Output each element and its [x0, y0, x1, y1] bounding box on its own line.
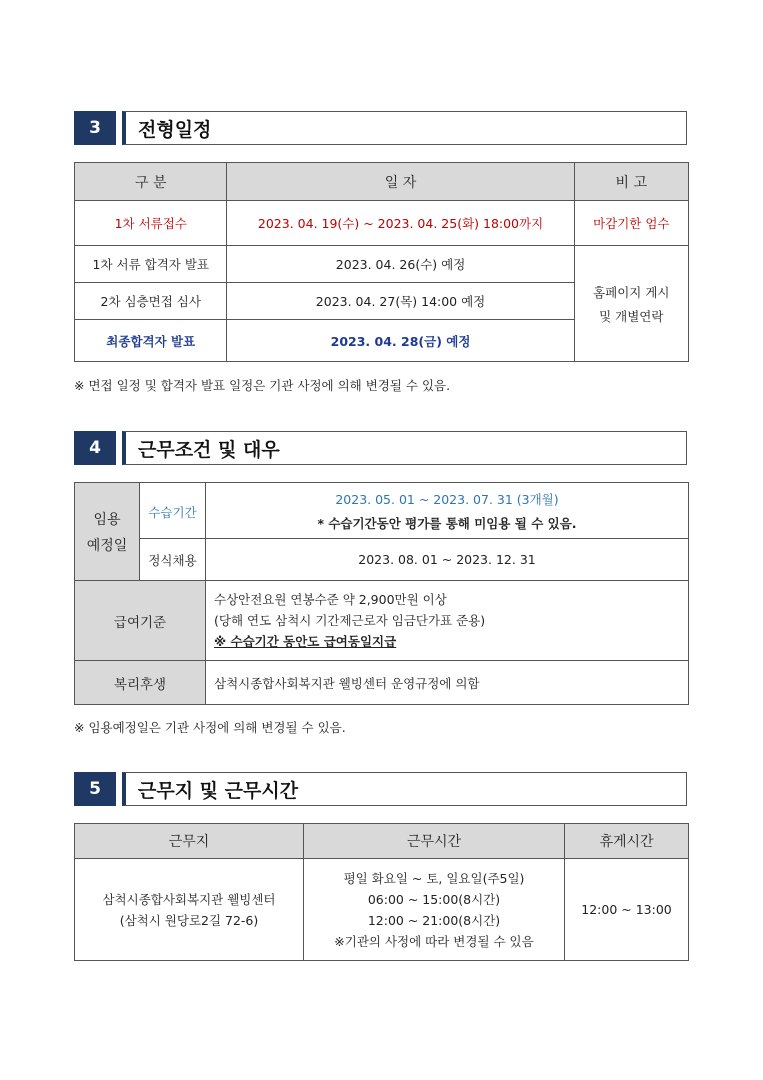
row-date: 2023. 04. 27(목) 14:00 예정 — [227, 283, 574, 320]
hours-line: 12:00 ~ 21:00(8시간) — [367, 912, 501, 928]
hours-cell — [304, 859, 565, 961]
row-date: 2023. 04. 19(수) ~ 2023. 04. 25(화) 18:00까지 — [227, 201, 574, 246]
row-note: 마감기한 엄수 — [574, 201, 688, 246]
welfare-label: 복리후생 — [75, 661, 206, 705]
section-number: 5 — [74, 772, 116, 806]
probation-date: 2023. 05. 01 ~ 2023. 07. 31 (3개월) — [335, 491, 559, 507]
welfare-text: 삼척시종합사회복지관 웰빙센터 운영규정에 의함 — [206, 661, 689, 705]
section-number: 4 — [74, 431, 116, 465]
row-label: 2차 심층면접 심사 — [75, 283, 227, 320]
table-row — [75, 246, 689, 283]
salary-label: 급여기준 — [75, 581, 206, 661]
footnote: ※ 면접 일정 및 합격자 발표 일정은 기관 사정에 의해 변경될 수 있음. — [74, 378, 451, 393]
table-row — [75, 201, 689, 246]
regular-date: 2023. 08. 01 ~ 2023. 12. 31 — [206, 539, 689, 581]
conditions-table — [74, 482, 689, 705]
regular-label: 정식채용 — [140, 539, 206, 581]
header-note: 비 고 — [574, 163, 688, 201]
salary-line: (당해 연도 삼척시 기간제근로자 임금단가표 준용) — [214, 613, 486, 628]
row-label: 최종합격자 발표 — [75, 320, 227, 362]
header-hours: 근무시간 — [304, 824, 565, 859]
salary-line: 수상안전요원 연봉수준 약 2,900만원 이상 — [214, 592, 447, 607]
row-date: 2023. 04. 28(금) 예정 — [227, 320, 574, 362]
hours-line: 06:00 ~ 15:00(8시간) — [367, 891, 501, 907]
section-4-header — [74, 431, 687, 465]
hours-line: 평일 화요일 ~ 토, 일요일(주5일) — [343, 870, 525, 886]
header-category: 구 분 — [75, 163, 227, 201]
row-date: 2023. 04. 26(수) 예정 — [227, 246, 574, 283]
appoint-label-line: 예정일 — [86, 537, 128, 554]
merged-note — [574, 246, 688, 362]
row-label: 1차 서류접수 — [75, 201, 227, 246]
section-number: 3 — [74, 111, 116, 145]
schedule-table — [74, 162, 689, 362]
appoint-label-line: 임용 — [93, 511, 121, 528]
workplace-table — [74, 823, 689, 961]
merged-note-line: 및 개별연락 — [599, 308, 664, 324]
merged-note-line: 홈페이지 게시 — [593, 284, 670, 300]
section-5-header — [74, 772, 687, 806]
section-title: 전형일정 — [122, 111, 687, 145]
probation-cell — [206, 483, 689, 539]
section-title: 근무조건 및 대우 — [122, 431, 687, 465]
footnote: ※ 임용예정일은 기관 사정에 의해 변경될 수 있음. — [74, 720, 346, 735]
salary-line: ※ 수습기간 동안도 급여동일지급 — [214, 634, 397, 649]
break-time: 12:00 ~ 13:00 — [565, 859, 689, 961]
section-3-header — [74, 111, 687, 145]
appoint-label — [75, 483, 140, 581]
place-line: (삼척시 원당로2길 72-6) — [119, 912, 259, 928]
probation-note: * 수습기간동안 평가를 통해 미임용 될 수 있음. — [317, 515, 577, 531]
header-date: 일 자 — [227, 163, 574, 201]
place-line: 삼척시종합사회복지관 웰빙센터 — [102, 891, 276, 907]
header-break: 휴게시간 — [565, 824, 689, 859]
salary-cell — [206, 581, 689, 661]
row-label: 1차 서류 합격자 발표 — [75, 246, 227, 283]
hours-line: ※기관의 사정에 따라 변경될 수 있음 — [334, 933, 534, 949]
header-place: 근무지 — [75, 824, 304, 859]
place-cell — [75, 859, 304, 961]
section-title: 근무지 및 근무시간 — [122, 772, 687, 806]
probation-label: 수습기간 — [140, 483, 206, 539]
